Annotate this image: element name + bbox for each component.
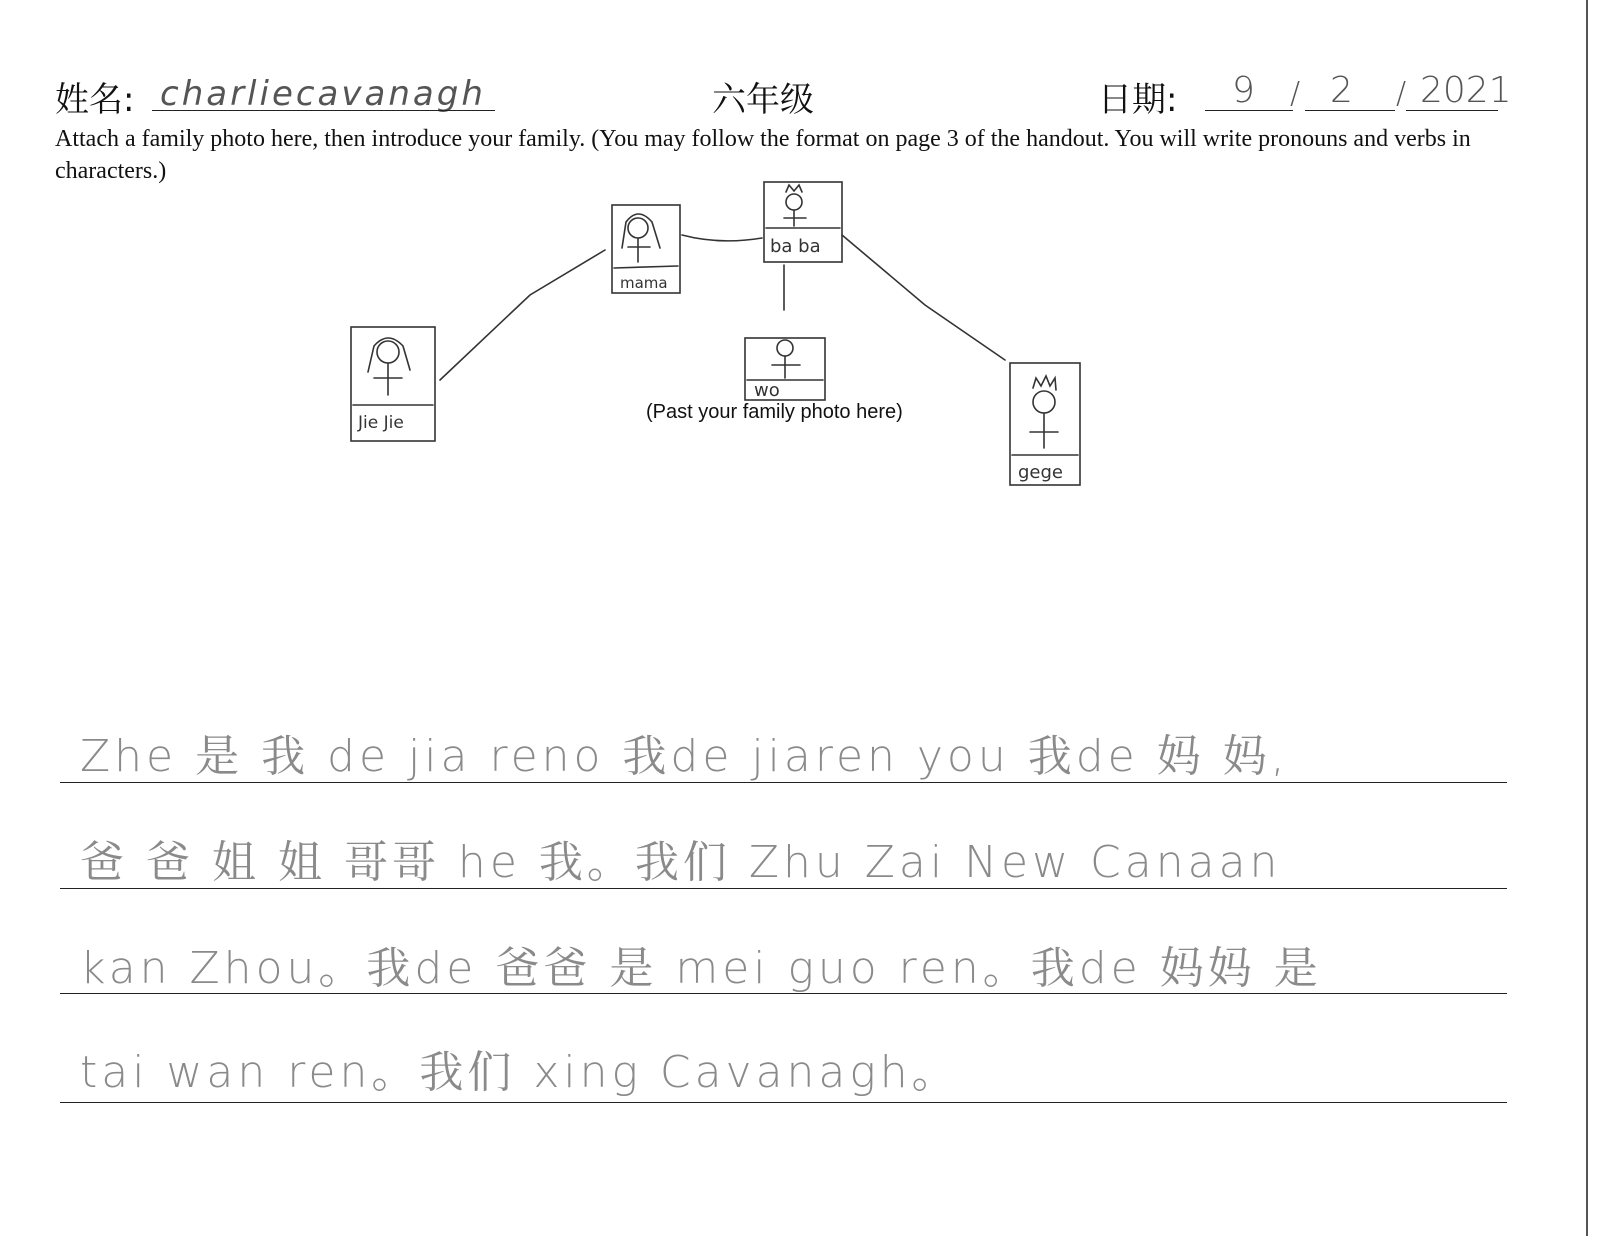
photo-caption: (Past your family photo here) [646,401,903,423]
writing-line-4: tai wan ren。我们 xing Cavanagh。 [80,1047,960,1098]
date-label: 日期: [1098,80,1178,120]
page-edge [1586,0,1588,1236]
instructions: Attach a family photo here, then introduce your family. (You may follow the format on page 3 of the handout. You will write pronouns and verbs in characters.) [55,126,1471,184]
family-tree-drawing [0,0,1600,520]
rule-2 [60,888,1507,889]
rule-1 [60,782,1507,783]
line-jiejie-mama [440,250,605,380]
baba-label: ba ba [770,236,821,257]
date-sep-1: / [1290,76,1301,111]
rule-4 [60,1102,1507,1103]
gege-label: gege [1018,462,1063,483]
date-month: 9 [1232,70,1255,111]
mama-label: mama [620,274,668,292]
jiejie-label: Jie Jie [358,413,404,433]
name-label: 姓名: [55,80,135,120]
rule-3 [60,993,1507,994]
writing-line-1: Zhe 是 我 de jia reno 我de jiaren you 我de 妈 妈, [80,731,1289,782]
wo-label: wo [754,380,780,401]
date-sep-2: / [1396,76,1407,111]
name-value: charliecavanagh [160,74,486,114]
grade-label: 六年级 [712,80,814,120]
writing-line-3: kan Zhou。我de 爸爸 是 mei guo ren。我de 妈妈 是 [80,943,1322,994]
line-baba-gege [842,235,1005,360]
writing-line-2: 爸 爸 姐 姐 哥哥 he 我。我们 Zhu Zai New Canaan [80,837,1282,888]
date-day: 2 [1330,70,1353,111]
date-year: 2021 [1420,70,1512,111]
line-mama-baba [682,235,762,241]
